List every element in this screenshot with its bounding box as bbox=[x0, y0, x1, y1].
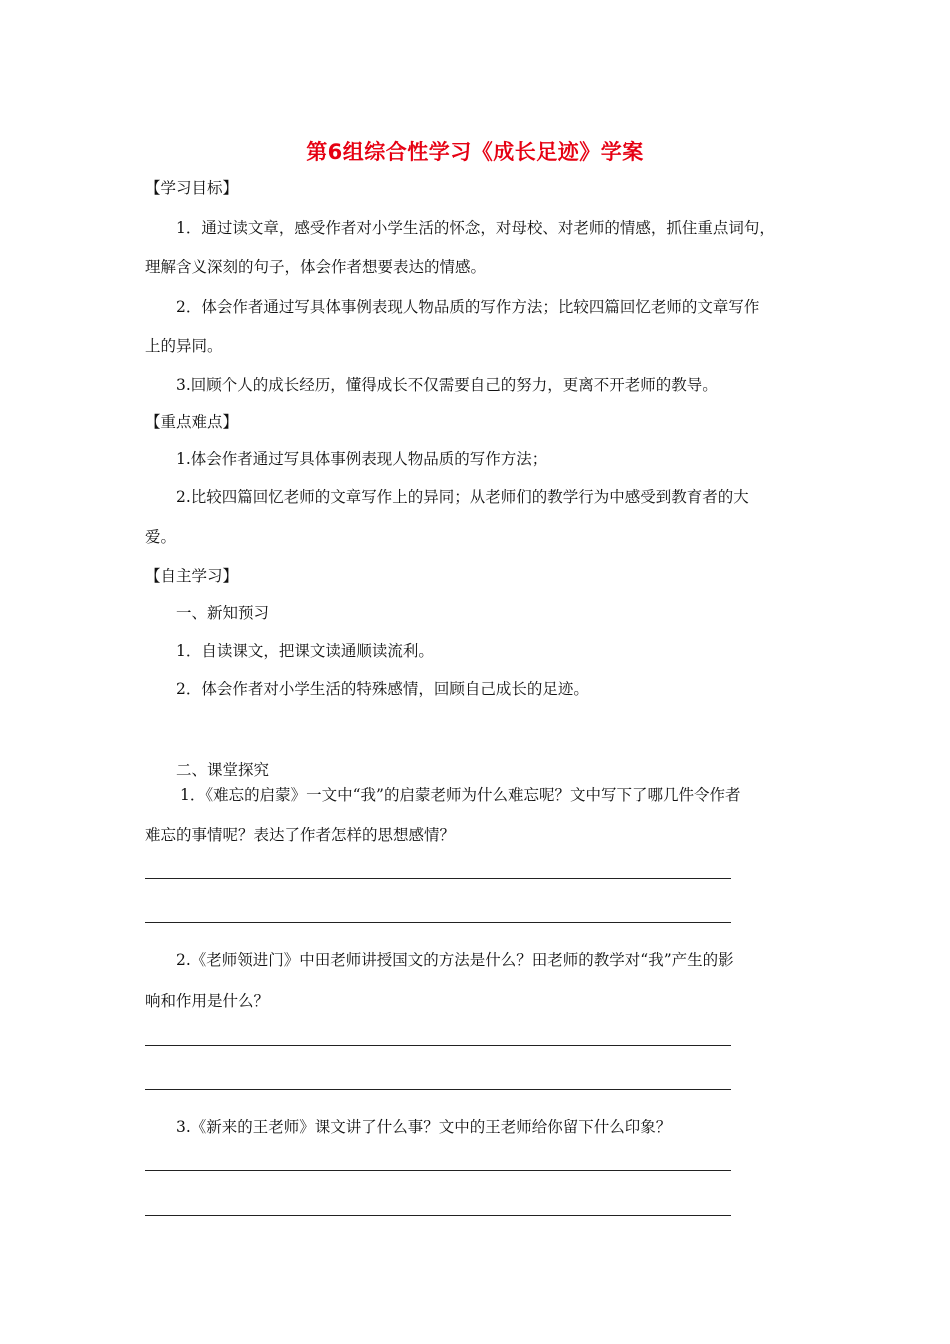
question-2-line-1: 2.《老师领进门》中田老师讲授国文的方法是什么？田老师的教学对“我”产生的影 bbox=[176, 951, 734, 969]
page-title: 第6组综合性学习《成长足迹》学案 bbox=[306, 140, 644, 164]
answer-line bbox=[145, 878, 731, 879]
key-point-2-line-1: 2.比较四篇回忆老师的文章写作上的异同；从老师们的教学行为中感受到教育者的大 bbox=[176, 488, 749, 506]
preview-item-1: 1．自读课文，把课文读通顺读流利。 bbox=[176, 642, 434, 660]
subsection-heading-preview: 一、新知预习 bbox=[176, 604, 270, 622]
answer-line bbox=[145, 1089, 731, 1090]
objective-3-line-1: 3.回顾个人的成长经历，懂得成长不仅需要自己的努力，更离不开老师的教导。 bbox=[176, 376, 718, 394]
question-1-line-1: 1．《难忘的启蒙》一文中“我”的启蒙老师为什么难忘呢？文中写下了哪几件令作者 bbox=[180, 786, 741, 804]
question-3-line-1: 3.《新来的王老师》课文讲了什么事？文中的王老师给你留下什么印象？ bbox=[176, 1118, 672, 1136]
key-point-2-line-2: 爱。 bbox=[145, 528, 177, 546]
question-2-line-2: 响和作用是什么？ bbox=[145, 992, 270, 1010]
answer-line bbox=[145, 922, 731, 923]
objective-2-line-2: 上的异同。 bbox=[145, 337, 223, 355]
section-heading-objectives: 【学习目标】 bbox=[145, 179, 239, 197]
question-1-line-2: 难忘的事情呢？表达了作者怎样的思想感情？ bbox=[145, 826, 456, 844]
section-heading-key-points: 【重点难点】 bbox=[145, 413, 239, 431]
subsection-heading-inquiry: 二、课堂探究 bbox=[176, 761, 270, 779]
answer-line bbox=[145, 1215, 731, 1216]
answer-line bbox=[145, 1170, 731, 1171]
objective-2-line-1: 2．体会作者通过写具体事例表现人物品质的写作方法；比较四篇回忆老师的文章写作 bbox=[176, 298, 760, 316]
answer-line bbox=[145, 1045, 731, 1046]
objective-1-line-1: 1．通过读文章，感受作者对小学生活的怀念，对母校、对老师的情感，抓住重点词句， bbox=[176, 219, 775, 237]
preview-item-2: 2．体会作者对小学生活的特殊感情，回顾自己成长的足迹。 bbox=[176, 680, 589, 698]
section-heading-self-study: 【自主学习】 bbox=[145, 567, 239, 585]
key-point-1-line-1: 1.体会作者通过写具体事例表现人物品质的写作方法； bbox=[176, 450, 548, 468]
objective-1-line-2: 理解含义深刻的句子，体会作者想要表达的情感。 bbox=[145, 258, 487, 276]
